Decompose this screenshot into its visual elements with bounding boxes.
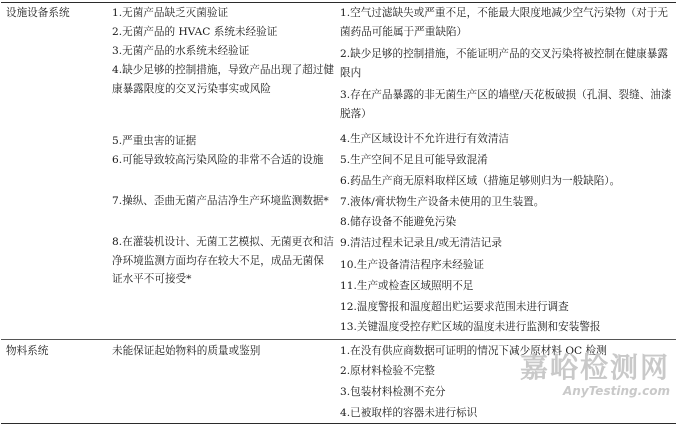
list-item: 未能保证起始物料的质量或鉴别 bbox=[112, 345, 261, 357]
list-item: 8.在灌装机设计、无菌工艺模拟、无菌更衣和洁净环境监测方面均存在较大不足，成品无菌保证水平不可接受* bbox=[112, 236, 334, 286]
list-item: 2.缺少足够的控制措施，不能证明产品的交叉污染将被控制在健康暴露限内 bbox=[340, 48, 668, 79]
list-item: 2.原材料检验不完整 bbox=[340, 365, 435, 377]
section-label-facility: 设施设备系统 bbox=[6, 7, 70, 19]
list-item: 7.操纵、歪曲无菌产品洁净生产环境监测数据* bbox=[112, 195, 329, 207]
list-item: 13.关键温度受控存贮区域的温度未进行监测和安装警报 bbox=[340, 321, 601, 333]
list-item: 12.温度警报和温度超出贮运要求范围未进行调查 bbox=[340, 301, 569, 313]
watermark bbox=[520, 352, 670, 398]
list-item: 6.药品生产商无原料取样区域（措施足够则归为一般缺陷）。 bbox=[340, 175, 621, 187]
table-top-rule bbox=[1, 2, 676, 3]
list-item: 3.存在产品暴露的非无菌生产区的墙壁/天花板破损（孔洞、裂缝、油漆脱落） bbox=[340, 89, 672, 120]
list-item: 1.空气过滤缺失或严重不足，不能最大限度地减少空气污染物（对于无菌药品可能属于严重缺陷） bbox=[340, 7, 668, 38]
list-item: 5.生产空间不足且可能导致混淆 bbox=[340, 154, 488, 166]
list-item: 9.清洁过程未记录且/或无清洁记录 bbox=[340, 237, 502, 249]
list-item: 4.已被取样的容器未进行标识 bbox=[340, 407, 478, 419]
section-label-materials: 物料系统 bbox=[6, 345, 49, 357]
watermark-en: AnyTesting.com bbox=[563, 384, 670, 398]
list-item: 6.可能导致较高污染风险的非常不合适的设施 bbox=[112, 154, 324, 166]
watermark-cn: 嘉峪检测网 bbox=[519, 351, 670, 384]
list-item: 3.包装材料检测不充分 bbox=[340, 386, 446, 398]
list-item: 4.生产区域设计不允许进行有效清洁 bbox=[340, 133, 510, 145]
list-item: 11.生产或检查区域照明不足 bbox=[340, 280, 474, 292]
list-item: 1.在没有供应商数据可证明的情况下减少原材料 QC 检测 bbox=[340, 345, 607, 357]
list-item: 2.无菌产品的 HVAC 系统未经验证 bbox=[112, 26, 278, 38]
list-item: 5.严重虫害的证据 bbox=[112, 135, 197, 147]
list-item: 1.无菌产品缺乏灭菌验证 bbox=[112, 7, 229, 19]
list-item: 7.液体/膏状物生产设备未使用的卫生装置。 bbox=[340, 196, 545, 208]
section-divider bbox=[1, 339, 676, 340]
list-item: 4.缺少足够的控制措施，导致产品出现了超过健康暴露限度的交叉污染事实或风险 bbox=[112, 64, 334, 95]
table-bottom-rule bbox=[1, 423, 676, 424]
list-item: 3.无菌产品的水系统未经验证 bbox=[112, 45, 250, 57]
list-item: 8.储存设备不能避免污染 bbox=[340, 216, 457, 228]
list-item: 10.生产设备清洁程序未经验证 bbox=[340, 259, 484, 271]
